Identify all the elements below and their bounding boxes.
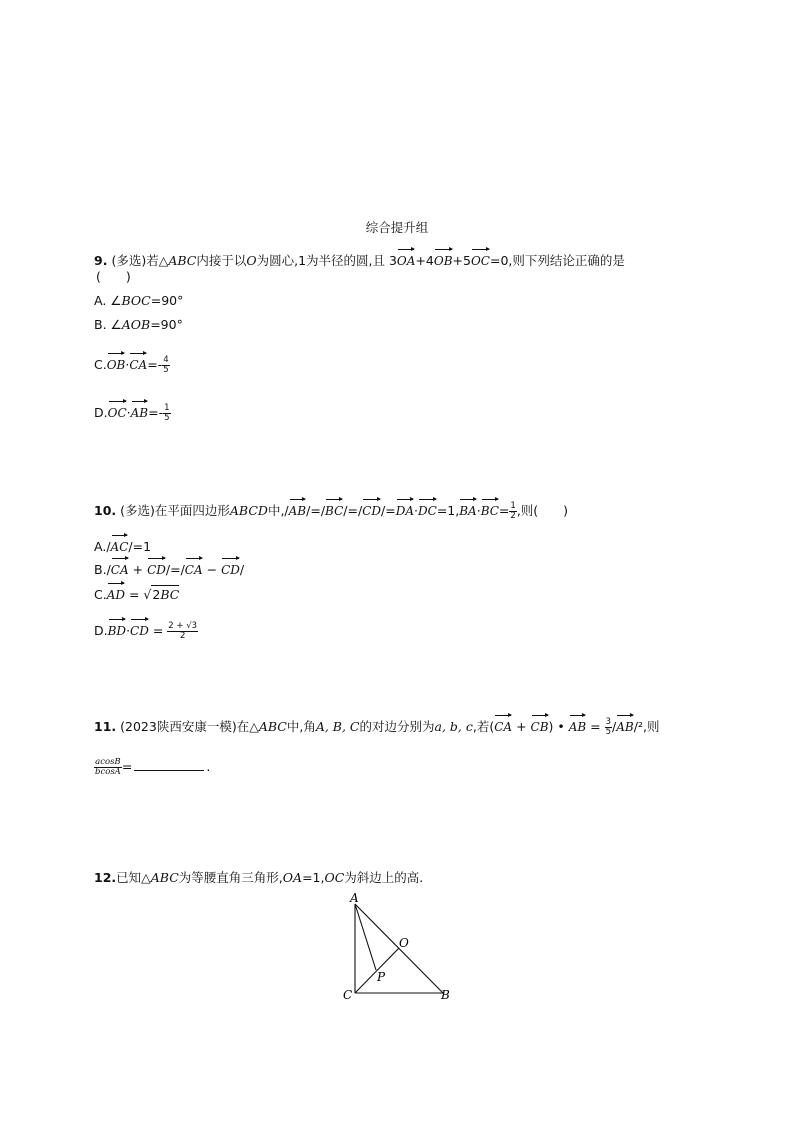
- q10-option-b: [94, 555, 244, 579]
- q12-stem: [94, 869, 423, 887]
- q11-answer-line: [94, 758, 210, 777]
- q11-answer-denominator: bcosA: [95, 767, 121, 777]
- q9-abc: ABC: [168, 253, 197, 268]
- abs-bar: /: [612, 719, 617, 734]
- q11-abc: ABC: [258, 719, 287, 734]
- vector-da: DA: [396, 496, 414, 520]
- q10-half-fraction: [509, 502, 516, 521]
- abs-bar: /: [128, 539, 133, 554]
- q11-angles: A, B, C: [315, 719, 360, 734]
- plus-sign: +: [128, 562, 148, 577]
- q10-text-a: (多选)在平面四边形: [120, 503, 230, 518]
- q9-c-denominator: 5: [163, 365, 169, 375]
- q11-denominator: 5: [605, 727, 612, 737]
- q9-b-rest: =90°: [150, 317, 183, 332]
- vector-oa: OA: [397, 246, 416, 270]
- q10-d-numerator: 2 + √3: [168, 621, 198, 631]
- q9-stem: [94, 246, 625, 270]
- dot-operator: ·: [125, 357, 130, 372]
- q9-d-eq: =-: [148, 405, 164, 420]
- q11-stem: [94, 712, 659, 737]
- vector-ca: CA: [185, 555, 203, 579]
- dot-operator: ·: [476, 503, 481, 518]
- q11-period: .: [206, 759, 211, 774]
- label-b: B: [441, 988, 450, 1002]
- q9-c-label: C.: [94, 357, 107, 372]
- plus-sign: +: [512, 719, 531, 734]
- q10-c-bc: BC: [160, 587, 180, 602]
- q9-text-a: (多选)若△: [111, 253, 169, 268]
- q9-d-denominator: 5: [164, 413, 170, 423]
- q9-c-fraction: [162, 356, 169, 375]
- vector-cd: CD: [147, 555, 166, 579]
- abs-bar: /: [239, 562, 245, 577]
- q10-number: 10.: [94, 503, 117, 518]
- q10-c-label: C.: [94, 587, 107, 602]
- q10-half-numerator: 1: [510, 501, 516, 511]
- q12-oc: OC: [324, 870, 345, 885]
- q10-option-a: [94, 532, 151, 556]
- sqrt-radicand: [151, 585, 179, 604]
- vector-ad: AD: [107, 580, 125, 604]
- label-a: A: [350, 891, 359, 905]
- q9-text-c: 为圆心,1为半径的圆,且 3: [256, 253, 397, 268]
- q10-b-label: B.: [94, 562, 107, 577]
- abs-bar: /: [106, 539, 111, 554]
- q11-text-a: (2023陕西安康一模)在△: [120, 719, 259, 734]
- vector-cd: CD: [130, 616, 149, 640]
- dot-operator: ·: [126, 623, 131, 638]
- equals: =: [347, 503, 358, 518]
- equals: =: [385, 503, 396, 518]
- vector-cb: CB: [531, 712, 549, 736]
- q10-text-c: ,则( ): [516, 503, 569, 518]
- q9-a-rest: =90°: [150, 293, 184, 308]
- label-p: P: [377, 970, 386, 984]
- q10-stem: [94, 496, 568, 521]
- q10-eq1: =1,: [436, 503, 460, 518]
- abs-bar: /: [633, 719, 638, 734]
- vector-ab: AB: [289, 496, 306, 520]
- q12-oa: OA: [282, 870, 303, 885]
- q9-d-numerator: 1: [164, 403, 170, 413]
- vector-oc: OC: [108, 398, 127, 422]
- q9-option-a: [94, 292, 183, 310]
- q10-option-d: [94, 616, 198, 641]
- label-o: O: [399, 936, 409, 950]
- q9-number: 9.: [94, 253, 108, 268]
- q10-c-root: 2: [152, 587, 161, 602]
- vector-dc: DC: [418, 496, 437, 520]
- q10-d-denominator: 2: [179, 631, 186, 641]
- vector-bd: BD: [108, 616, 126, 640]
- q9-option-c: [94, 350, 170, 375]
- q10-option-c: [94, 580, 179, 604]
- q11-answer-fraction: [94, 758, 122, 777]
- abs-bar: /: [320, 503, 326, 518]
- q12-text-b: 为等腰直角三角形,: [178, 870, 283, 885]
- vector-cd: CD: [221, 555, 240, 579]
- q12-text-d: 为斜边上的高.: [344, 870, 424, 885]
- abs-bar: /: [343, 503, 348, 518]
- q11-text-d: ,若(: [472, 719, 495, 734]
- q11-answer-numerator: acosB: [95, 757, 121, 767]
- q10-d-eq: =: [148, 623, 168, 638]
- q12-number: 12.: [94, 870, 117, 885]
- q12-text-a: 已知△: [116, 870, 151, 885]
- vector-ca: CA: [129, 350, 147, 374]
- abs-bar: /: [180, 562, 185, 577]
- q10-half-denominator: 2: [510, 511, 516, 521]
- vector-ca: CA: [111, 555, 129, 579]
- q9-plus5: +5: [452, 253, 471, 268]
- vector-bc: BC: [325, 496, 343, 520]
- q9-plus4: +4: [415, 253, 434, 268]
- q9-d-fraction: [163, 404, 170, 423]
- vector-ba: BA: [459, 496, 476, 520]
- q9-o: O: [246, 253, 257, 268]
- q11-answer-eq: =: [121, 759, 133, 774]
- vector-ab: AB: [616, 712, 633, 736]
- dot-operator: ·: [414, 503, 418, 518]
- vector-ca: CA: [494, 712, 512, 736]
- abs-bar: /: [306, 503, 311, 518]
- abs-bar: /: [357, 503, 363, 518]
- q10-text-b: 中,: [267, 503, 285, 518]
- q11-close: ) •: [548, 719, 569, 734]
- abs-bar: /: [165, 562, 171, 577]
- equals: =: [170, 562, 181, 577]
- q11-text-b: 中,角: [286, 719, 316, 734]
- q9-b-var: AOB: [121, 317, 151, 332]
- q11-number: 11.: [94, 719, 117, 734]
- vector-ac: AC: [111, 532, 129, 556]
- q9-b-label: B. ∠: [94, 317, 122, 332]
- equals: =: [310, 503, 321, 518]
- q9-text-b: 内接于以: [196, 253, 247, 268]
- vector-ab: AB: [569, 712, 586, 736]
- q9-c-eq: =-: [147, 357, 163, 372]
- q10-d-fraction: [167, 622, 198, 641]
- dot-operator: ·: [126, 405, 131, 420]
- label-c: C: [343, 988, 353, 1002]
- vector-oc: OC: [471, 246, 490, 270]
- sqrt-sign: √: [143, 587, 152, 602]
- q10-abcd: ABCD: [229, 503, 268, 518]
- q9-answer-paren: ( ): [96, 269, 131, 284]
- vector-ob: OB: [434, 246, 453, 270]
- q9-d-label: D.: [94, 405, 108, 420]
- q10-c-eq: =: [125, 587, 144, 602]
- q9-option-b: [94, 316, 183, 334]
- vector-cd: CD: [362, 496, 381, 520]
- q12-text-c: =1,: [302, 870, 325, 885]
- abs-bar: /: [106, 562, 111, 577]
- q9-text-d: =0,则下列结论正确的是: [490, 253, 625, 268]
- q10-d-label: D.: [94, 623, 108, 638]
- vector-ab: AB: [131, 398, 148, 422]
- q11-numerator: 3: [605, 717, 612, 727]
- q11-sides: a, b, c: [434, 719, 473, 734]
- q10-a-rest: =1: [132, 539, 152, 554]
- q11-text-e: ²,则: [637, 719, 660, 734]
- q9-c-numerator: 4: [163, 355, 169, 365]
- section-title: 综合提升组: [365, 220, 429, 235]
- q9-a-label: A. ∠: [94, 293, 122, 308]
- q9-option-d: [94, 398, 171, 423]
- q11-text-c: 的对边分别为: [359, 719, 435, 734]
- q10-eq: =: [498, 503, 510, 518]
- abs-bar: /: [381, 503, 386, 518]
- minus-sign: −: [202, 562, 222, 577]
- answer-blank[interactable]: [134, 770, 204, 771]
- q11-fraction: [605, 718, 612, 737]
- q10-a-label: A.: [94, 539, 107, 554]
- triangle-figure: [330, 890, 470, 1010]
- q11-eq: =: [586, 719, 605, 734]
- vector-ob: OB: [107, 350, 126, 374]
- vector-bc: BC: [481, 496, 499, 520]
- q9-a-var: BOC: [121, 293, 151, 308]
- q12-abc: ABC: [150, 870, 179, 885]
- abs-bar: /: [284, 503, 289, 518]
